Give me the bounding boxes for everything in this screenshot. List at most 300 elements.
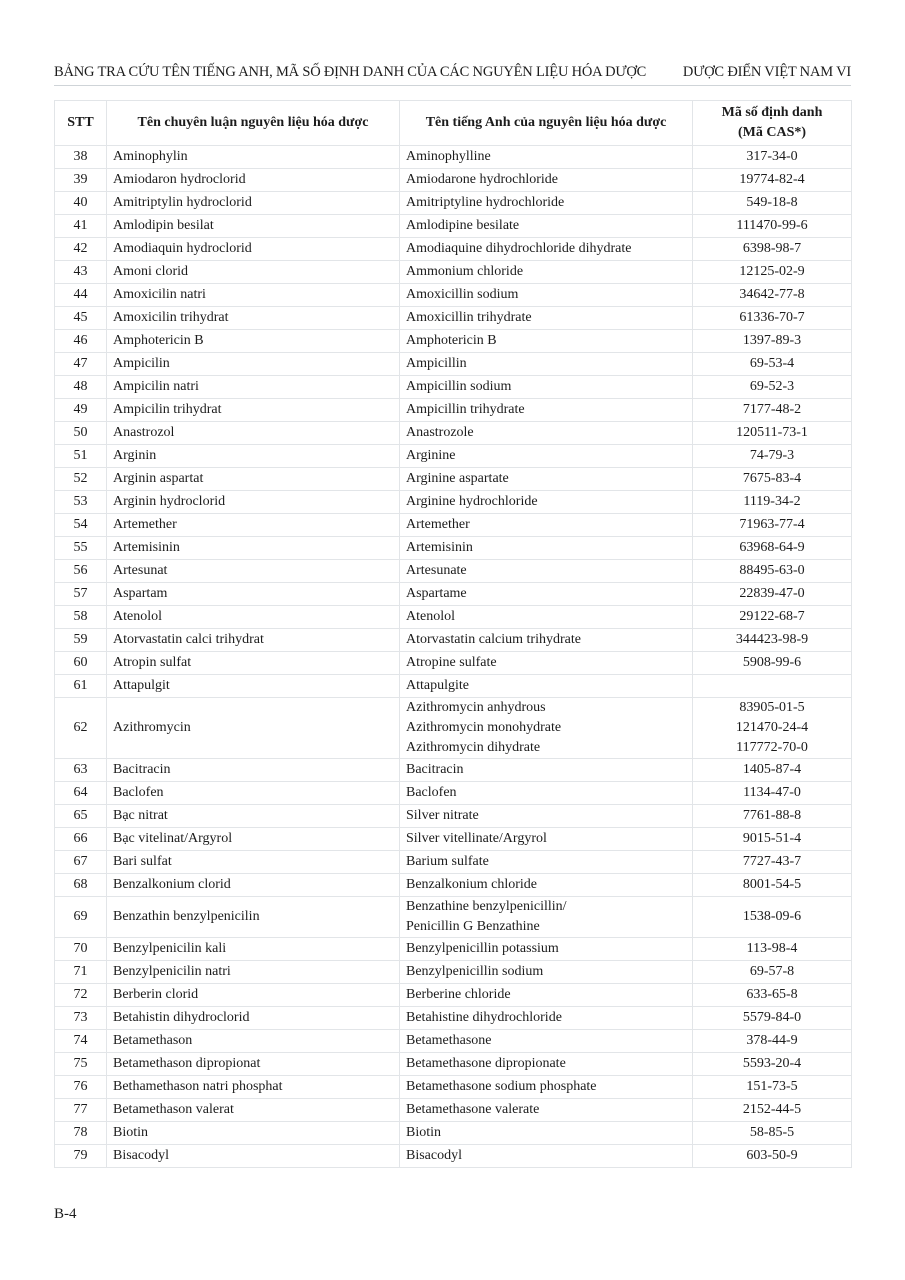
cas-number-line: 5593-20-4 (742, 1056, 802, 1071)
row-en-name (400, 984, 693, 1007)
table-row (55, 238, 852, 261)
row-stt: 79 (55, 1145, 107, 1168)
row-en-name (400, 1099, 693, 1122)
en-name-line: Biotin (406, 1125, 442, 1140)
row-cas-number (693, 1053, 852, 1076)
en-name-line: Silver vitellinate/Argyrol (406, 831, 547, 846)
cas-number-line: 344423-98-9 (735, 632, 809, 647)
en-name-line: Betamethasone valerate (406, 1102, 540, 1117)
row-vn-name: Anastrozol (107, 422, 400, 445)
row-en-name (400, 307, 693, 330)
row-cas-number (693, 698, 852, 759)
en-name-line: Amodiaquine dihydrochloride dihydrate (406, 241, 632, 256)
en-name-line: Benzalkonium chloride (406, 877, 538, 892)
row-vn-name: Artemisinin (107, 537, 400, 560)
en-name-line: Aspartame (406, 586, 467, 601)
row-en-name (400, 146, 693, 169)
table-row (55, 376, 852, 399)
row-cas-number (693, 261, 852, 284)
en-name-line: Artemether (406, 517, 470, 532)
row-en-name (400, 261, 693, 284)
row-vn-name: Bethamethason natri phosphat (107, 1076, 400, 1099)
row-en-name (400, 514, 693, 537)
en-name-line: Atorvastatin calcium trihydrate (406, 632, 581, 647)
en-name-line: Amoxicillin trihydrate (406, 310, 532, 325)
row-cas-number (693, 422, 852, 445)
row-stt: 70 (55, 938, 107, 961)
cas-number-line: 5579-84-0 (742, 1010, 802, 1025)
row-stt: 57 (55, 583, 107, 606)
row-vn-name: Bari sulfat (107, 851, 400, 874)
row-vn-name: Atenolol (107, 606, 400, 629)
table-row (55, 938, 852, 961)
row-cas-number (693, 652, 852, 675)
row-en-name (400, 629, 693, 652)
table-row (55, 828, 852, 851)
en-name-line: Silver nitrate (406, 808, 479, 823)
row-stt: 73 (55, 1007, 107, 1030)
row-en-name (400, 238, 693, 261)
row-stt: 66 (55, 828, 107, 851)
table-row (55, 146, 852, 169)
column-header-cas-line2: (Mã CAS*) (737, 125, 807, 140)
cas-number-line: 1397-89-3 (742, 333, 802, 348)
row-vn-name: Atorvastatin calci trihydrat (107, 629, 400, 652)
row-vn-name: Ampicilin trihydrat (107, 399, 400, 422)
en-name-line: Atenolol (406, 609, 455, 624)
row-vn-name: Amoxicilin natri (107, 284, 400, 307)
row-vn-name: Betamethason dipropionat (107, 1053, 400, 1076)
row-stt: 71 (55, 961, 107, 984)
en-name-line: Artesunate (406, 563, 467, 578)
row-stt: 64 (55, 782, 107, 805)
row-stt: 78 (55, 1122, 107, 1145)
table-row (55, 261, 852, 284)
cas-number-line: 151-73-5 (746, 1079, 798, 1094)
row-cas-number (693, 1099, 852, 1122)
cas-number-line: 19774-82-4 (739, 172, 805, 187)
cas-number-line: 317-34-0 (746, 149, 798, 164)
row-stt: 72 (55, 984, 107, 1007)
row-cas-number (693, 169, 852, 192)
cas-number-line: 29122-68-7 (739, 609, 805, 624)
cas-number-line: 5908-99-6 (742, 655, 802, 670)
row-stt: 43 (55, 261, 107, 284)
row-vn-name: Arginin aspartat (107, 468, 400, 491)
en-name-line: Ampicillin sodium (406, 379, 512, 394)
row-vn-name: Biotin (107, 1122, 400, 1145)
table-row (55, 675, 852, 698)
table-row (55, 537, 852, 560)
row-stt: 52 (55, 468, 107, 491)
table-row (55, 805, 852, 828)
row-stt: 61 (55, 675, 107, 698)
row-cas-number (693, 307, 852, 330)
en-name-line: Ampicillin trihydrate (406, 402, 525, 417)
row-vn-name: Aminophylin (107, 146, 400, 169)
cas-number-line: 633-65-8 (746, 987, 798, 1002)
cas-number-line: 7675-83-4 (742, 471, 802, 486)
row-stt: 76 (55, 1076, 107, 1099)
table-header-row (55, 101, 852, 146)
row-cas-number (693, 146, 852, 169)
header-title: BẢNG TRA CỨU TÊN TIẾNG ANH, MÃ SỐ ĐỊNH DANH CỦA CÁC NGUYÊN LIỆU HÓA DƯỢC (54, 64, 647, 80)
row-cas-number (693, 828, 852, 851)
cas-number-line: 120511-73-1 (736, 425, 808, 440)
cas-number-line: 69-52-3 (749, 379, 795, 394)
row-stt: 67 (55, 851, 107, 874)
row-en-name (400, 583, 693, 606)
row-vn-name: Amoni clorid (107, 261, 400, 284)
table-row (55, 284, 852, 307)
row-vn-name: Amoxicilin trihydrat (107, 307, 400, 330)
row-vn-name: Atropin sulfat (107, 652, 400, 675)
en-name-line: Attapulgite (406, 678, 469, 693)
cas-number-line: 12125-02-9 (739, 264, 805, 279)
row-vn-name: Bạc nitrat (107, 805, 400, 828)
row-cas-number (693, 192, 852, 215)
table-row (55, 652, 852, 675)
row-vn-name: Benzylpenicilin natri (107, 961, 400, 984)
row-stt: 45 (55, 307, 107, 330)
row-en-name (400, 537, 693, 560)
en-name-line: Bacitracin (406, 762, 464, 777)
row-vn-name: Artesunat (107, 560, 400, 583)
row-vn-name: Amitriptylin hydroclorid (107, 192, 400, 215)
en-name-line: Anastrozole (406, 425, 474, 440)
row-cas-number (693, 851, 852, 874)
row-vn-name: Benzathin benzylpenicilin (107, 897, 400, 938)
row-en-name (400, 1145, 693, 1168)
row-stt: 48 (55, 376, 107, 399)
table-row (55, 897, 852, 938)
table-row (55, 606, 852, 629)
row-en-name (400, 828, 693, 851)
row-vn-name: Betahistin dihydroclorid (107, 1007, 400, 1030)
row-en-name (400, 330, 693, 353)
en-name-line: Penicillin G Benzathine (406, 919, 540, 934)
row-en-name (400, 284, 693, 307)
en-name-line: Betamethasone sodium phosphate (406, 1079, 597, 1094)
en-name-line: Berberine chloride (406, 987, 511, 1002)
en-name-line: Benzylpenicillin potassium (406, 941, 559, 956)
column-header-stt: STT (55, 101, 107, 146)
en-name-line: Azithromycin anhydrous (406, 700, 546, 715)
table-row (55, 491, 852, 514)
row-cas-number (693, 399, 852, 422)
row-en-name (400, 422, 693, 445)
cas-number-line: 58-85-5 (749, 1125, 795, 1140)
row-en-name (400, 759, 693, 782)
row-en-name (400, 399, 693, 422)
column-header-cas-line1: Mã số định danh (721, 105, 823, 120)
header-book-name: DƯỢC ĐIỂN VIỆT NAM VI (682, 64, 851, 80)
row-stt: 77 (55, 1099, 107, 1122)
en-name-line: Betahistine dihydrochloride (406, 1010, 562, 1025)
row-cas-number (693, 376, 852, 399)
row-stt: 49 (55, 399, 107, 422)
row-en-name (400, 652, 693, 675)
lookup-table (54, 100, 852, 1168)
table-row (55, 560, 852, 583)
row-cas-number (693, 984, 852, 1007)
row-vn-name: Bacitracin (107, 759, 400, 782)
en-name-line: Amlodipine besilate (406, 218, 520, 233)
cas-number-line: 549-18-8 (746, 195, 798, 210)
en-name-line: Aminophylline (406, 149, 491, 164)
table-row (55, 874, 852, 897)
cas-number-line: 378-44-9 (746, 1033, 798, 1048)
row-cas-number (693, 1076, 852, 1099)
table-row (55, 468, 852, 491)
cas-number-line: 7177-48-2 (742, 402, 802, 417)
row-cas-number (693, 897, 852, 938)
cas-number-line: 1119-34-2 (743, 494, 801, 509)
row-en-name (400, 1007, 693, 1030)
cas-number-line: 88495-63-0 (739, 563, 805, 578)
row-en-name (400, 874, 693, 897)
en-name-line: Benzylpenicillin sodium (406, 964, 544, 979)
row-cas-number (693, 330, 852, 353)
row-stt: 62 (55, 698, 107, 759)
table-row (55, 192, 852, 215)
cas-number-line: 63968-64-9 (739, 540, 805, 555)
row-vn-name: Bisacodyl (107, 1145, 400, 1168)
row-en-name (400, 851, 693, 874)
row-en-name (400, 698, 693, 759)
table-row (55, 1145, 852, 1168)
row-vn-name: Attapulgit (107, 675, 400, 698)
table-row (55, 1030, 852, 1053)
table-row (55, 1099, 852, 1122)
cas-number-line: 111470-99-6 (736, 218, 808, 233)
row-stt: 53 (55, 491, 107, 514)
table-row (55, 399, 852, 422)
cas-number-line: 7727-43-7 (742, 854, 802, 869)
table-row (55, 353, 852, 376)
cas-number-line: 117772-70-0 (736, 740, 808, 755)
cas-number-line: 69-57-8 (749, 964, 795, 979)
cas-number-line: 22839-47-0 (739, 586, 805, 601)
row-stt: 58 (55, 606, 107, 629)
en-name-line: Ampicillin (406, 356, 467, 371)
table-row (55, 1122, 852, 1145)
running-header (54, 64, 851, 81)
row-cas-number (693, 759, 852, 782)
en-name-line: Betamethasone dipropionate (406, 1056, 566, 1071)
table-row (55, 307, 852, 330)
row-stt: 56 (55, 560, 107, 583)
row-stt: 41 (55, 215, 107, 238)
row-en-name (400, 961, 693, 984)
row-vn-name: Arginin hydroclorid (107, 491, 400, 514)
cas-number-line: 6398-98-7 (742, 241, 802, 256)
row-cas-number (693, 514, 852, 537)
row-cas-number (693, 675, 852, 698)
table-row (55, 422, 852, 445)
cas-number-line: 34642-77-8 (739, 287, 805, 302)
cas-number-line: 9015-51-4 (742, 831, 802, 846)
table-row (55, 1076, 852, 1099)
row-cas-number (693, 1007, 852, 1030)
row-cas-number (693, 583, 852, 606)
cas-number-line: 121470-24-4 (735, 720, 809, 735)
row-en-name (400, 938, 693, 961)
table-row (55, 583, 852, 606)
en-name-line: Ammonium chloride (406, 264, 524, 279)
row-cas-number (693, 284, 852, 307)
en-name-line: Arginine (406, 448, 456, 463)
row-cas-number (693, 629, 852, 652)
row-stt: 51 (55, 445, 107, 468)
row-stt: 39 (55, 169, 107, 192)
row-en-name (400, 445, 693, 468)
row-en-name (400, 782, 693, 805)
en-name-line: Amphotericin B (406, 333, 497, 348)
table-row (55, 1053, 852, 1076)
row-cas-number (693, 1145, 852, 1168)
en-name-line: Arginine hydrochloride (406, 494, 538, 509)
row-cas-number (693, 560, 852, 583)
row-stt: 47 (55, 353, 107, 376)
en-name-line: Amitriptyline hydrochloride (406, 195, 565, 210)
table-row (55, 330, 852, 353)
row-en-name (400, 215, 693, 238)
en-name-line: Azithromycin monohydrate (406, 720, 562, 735)
row-en-name (400, 560, 693, 583)
row-vn-name: Ampicilin natri (107, 376, 400, 399)
row-cas-number (693, 537, 852, 560)
cas-number-line: 1405-87-4 (742, 762, 802, 777)
en-name-line: Betamethasone (406, 1033, 492, 1048)
row-vn-name: Amlodipin besilat (107, 215, 400, 238)
row-vn-name: Amodiaquin hydroclorid (107, 238, 400, 261)
en-name-line: Benzathine benzylpenicillin/ (406, 899, 567, 914)
row-stt: 42 (55, 238, 107, 261)
row-en-name (400, 1030, 693, 1053)
table-row (55, 629, 852, 652)
table-row (55, 782, 852, 805)
row-vn-name: Baclofen (107, 782, 400, 805)
row-vn-name: Ampicilin (107, 353, 400, 376)
cas-number-line: 8001-54-5 (742, 877, 802, 892)
row-en-name (400, 1122, 693, 1145)
cas-number-line: 1538-09-6 (742, 909, 802, 924)
table-row (55, 215, 852, 238)
row-stt: 59 (55, 629, 107, 652)
row-stt: 38 (55, 146, 107, 169)
table-row (55, 961, 852, 984)
row-cas-number (693, 445, 852, 468)
en-name-line: Bisacodyl (406, 1148, 462, 1163)
cas-number-line: 74-79-3 (749, 448, 795, 463)
column-header-vn-name: Tên chuyên luận nguyên liệu hóa dược (107, 101, 400, 146)
row-stt: 74 (55, 1030, 107, 1053)
cas-number-line: 2152-44-5 (742, 1102, 802, 1117)
row-cas-number (693, 1030, 852, 1053)
row-stt: 68 (55, 874, 107, 897)
en-name-line: Artemisinin (406, 540, 473, 555)
row-vn-name: Azithromycin (107, 698, 400, 759)
row-en-name (400, 606, 693, 629)
row-stt: 46 (55, 330, 107, 353)
row-cas-number (693, 215, 852, 238)
row-vn-name: Bạc vitelinat/Argyrol (107, 828, 400, 851)
row-en-name (400, 468, 693, 491)
row-cas-number (693, 938, 852, 961)
row-cas-number (693, 1122, 852, 1145)
row-cas-number (693, 606, 852, 629)
row-stt: 63 (55, 759, 107, 782)
row-stt: 60 (55, 652, 107, 675)
row-en-name (400, 376, 693, 399)
row-vn-name: Amiodaron hydroclorid (107, 169, 400, 192)
table-row (55, 1007, 852, 1030)
cas-number-line: 61336-70-7 (739, 310, 805, 325)
table-row (55, 851, 852, 874)
row-vn-name: Arginin (107, 445, 400, 468)
row-stt: 65 (55, 805, 107, 828)
en-name-line: Amoxicillin sodium (406, 287, 519, 302)
row-stt: 54 (55, 514, 107, 537)
row-cas-number (693, 874, 852, 897)
en-name-line: Arginine aspartate (406, 471, 509, 486)
cas-number-line: 7761-88-8 (742, 808, 802, 823)
row-en-name (400, 192, 693, 215)
row-stt: 50 (55, 422, 107, 445)
row-vn-name: Benzylpenicilin kali (107, 938, 400, 961)
row-cas-number (693, 961, 852, 984)
row-stt: 44 (55, 284, 107, 307)
row-stt: 69 (55, 897, 107, 938)
cas-number-line: 71963-77-4 (739, 517, 805, 532)
row-en-name (400, 805, 693, 828)
row-vn-name: Betamethason valerat (107, 1099, 400, 1122)
row-vn-name: Artemether (107, 514, 400, 537)
cas-number-line: 69-53-4 (749, 356, 795, 371)
row-cas-number (693, 238, 852, 261)
en-name-line: Atropine sulfate (406, 655, 497, 670)
column-header-en-name: Tên tiếng Anh của nguyên liệu hóa dược (400, 101, 693, 146)
table-body (55, 146, 852, 1168)
row-en-name (400, 169, 693, 192)
row-cas-number (693, 491, 852, 514)
row-vn-name: Aspartam (107, 583, 400, 606)
header-divider (54, 85, 851, 86)
page-number: B-4 (54, 1206, 77, 1222)
row-vn-name: Betamethason (107, 1030, 400, 1053)
row-en-name (400, 491, 693, 514)
row-en-name (400, 675, 693, 698)
row-en-name (400, 1053, 693, 1076)
row-vn-name: Amphotericin B (107, 330, 400, 353)
cas-number-line: 1134-47-0 (743, 785, 801, 800)
row-en-name (400, 353, 693, 376)
table-row (55, 984, 852, 1007)
row-vn-name: Benzalkonium clorid (107, 874, 400, 897)
table-row (55, 698, 852, 759)
table-row (55, 169, 852, 192)
row-stt: 40 (55, 192, 107, 215)
en-name-line: Azithromycin dihydrate (406, 740, 541, 755)
en-name-line: Baclofen (406, 785, 457, 800)
row-cas-number (693, 468, 852, 491)
cas-number-line: 603-50-9 (746, 1148, 798, 1163)
en-name-line: Amiodarone hydrochloride (406, 172, 559, 187)
row-stt: 75 (55, 1053, 107, 1076)
en-name-line: Barium sulfate (406, 854, 489, 869)
row-cas-number (693, 353, 852, 376)
